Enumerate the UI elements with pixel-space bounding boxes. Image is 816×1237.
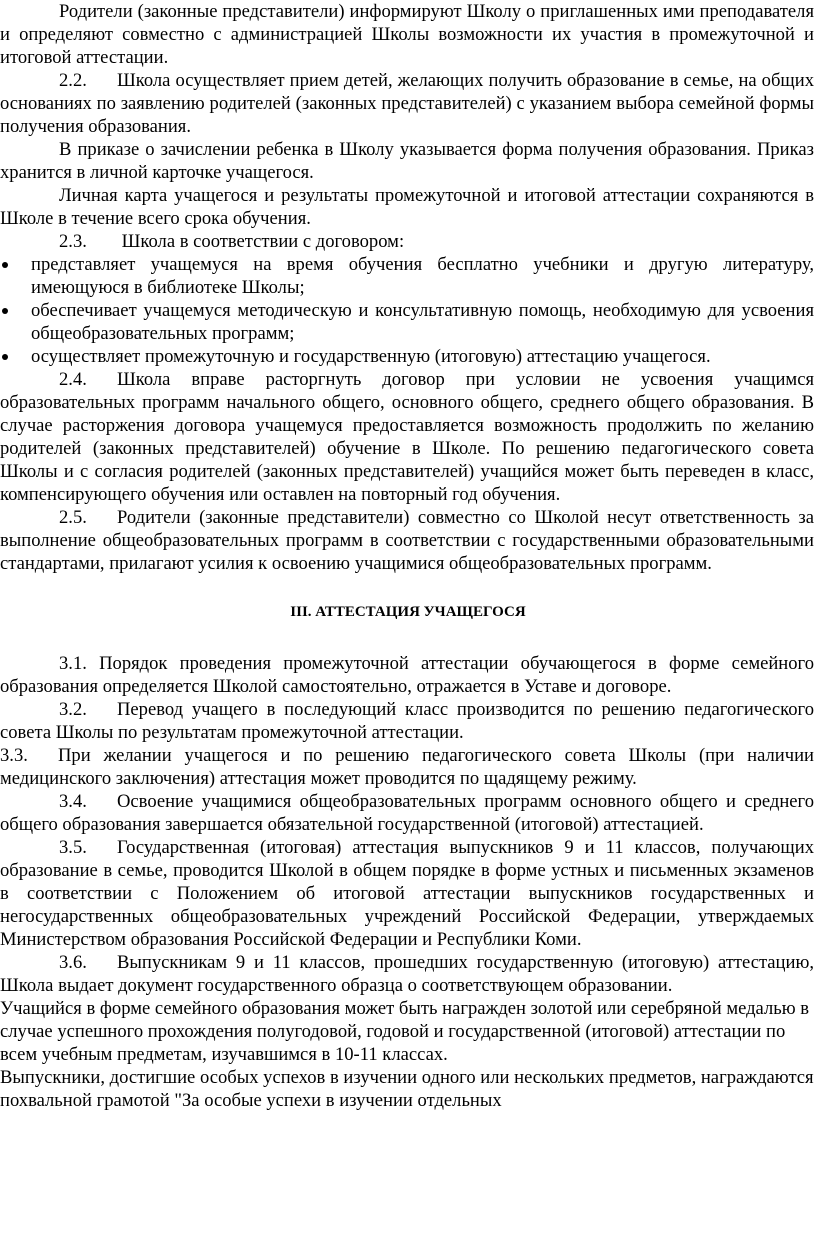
paragraph-3-4 — [0, 790, 814, 836]
list-item — [0, 345, 814, 368]
clause-text: Государственная (итоговая) аттестация выпускников 9 и 11 классов, получающих образование в семье, проводится Школой в общем порядке в форме устных и письменных экзаменов в соответствии с Положением об итоговой аттестации выпускников государственных и негосударственных общеобразовательных учреждений Российской Федерации, утверждаемых Министерством образования Российской Федерации и Республики Коми. — [0, 837, 814, 950]
paragraph-2-3 — [0, 230, 814, 253]
section-heading: III. АТТЕСТАЦИЯ УЧАЩЕГОСЯ — [290, 604, 526, 620]
bullet-icon — [2, 262, 8, 268]
paragraph-order: В приказе о зачислении ребенка в Школу указывается форма получения образования. Приказ хранится в личной карточке учащегося. — [0, 139, 814, 183]
clause-text: Школа осуществляет прием детей, желающих получить образование в семье, на общих основаниях по заявлению родителей (законных представителей) с указанием выбора семейной формы получения образования. — [0, 70, 814, 137]
clause-number: 3.2. — [59, 699, 87, 720]
paragraph-3-6 — [0, 951, 814, 997]
clause-text: Выпускникам 9 и 11 классов, прошедших государственную (итоговую) аттестацию, Школа выдает документ государственного образца о соответствующем образовании. — [0, 952, 814, 996]
list-item-text: обеспечивает учащемуся методическую и консультативную помощь, необходимую для усвоения общеобразовательных программ; — [31, 300, 814, 344]
clause-number: 2.5. — [59, 507, 87, 528]
clause-number: 2.4. — [59, 369, 87, 390]
paragraph-3-2 — [0, 698, 814, 744]
clause-text: Школа в соответствии с договором: — [117, 231, 405, 252]
clause-number: 3.5. — [59, 837, 87, 858]
paragraph-medal: Учащийся в форме семейного образования может быть награжден золотой или серебряной медалью в случае успешного прохождения полугодовой, годовой и государственной (итоговой) аттестации по всем учебным предметам, изучавшимся в 10-11 классах. — [0, 998, 810, 1065]
clause-text: Освоение учащимися общеобразовательных программ основного общего и среднего общего образования завершается обязательной государственной (итоговой) аттестацией. — [0, 791, 814, 835]
list-item — [0, 253, 814, 299]
clause-number: 3.3. — [0, 745, 28, 766]
paragraph-2-4 — [0, 368, 814, 506]
clause-text: Школа вправе расторгнуть договор при условии не усвоения учащимся образовательных программ начального общего, основного общего, среднего общего образования. В случае расторжения договора учащемуся предоставляется возможность продолжить по желанию родителей (законных представителей) обучение в Школе. По решению педагогического совета Школы и с согласия родителей (законных представителей) учащийся может быть переведен в класс, компенсирующего обучения или оставлен на повторный год обучения. — [0, 369, 814, 505]
paragraph-award: Выпускники, достигшие особых успехов в изучении одного или нескольких предметов, награждаются похвальной грамотой "За особые успехи в изучении отдельных — [0, 1067, 814, 1111]
bullet-icon — [2, 354, 8, 360]
paragraph-3-5 — [0, 836, 814, 951]
clause-number: 3.6. — [59, 952, 87, 973]
clause-number: 3.4. — [59, 791, 87, 812]
list-item-text: осуществляет промежуточную и государственную (итоговую) аттестацию учащегося. — [31, 346, 711, 367]
paragraph-parents-inform: Родители (законные представители) информируют Школу о приглашенных ими преподавателя и определяют совместно с администрацией Школы возможности их участия в промежуточной и итоговой аттестации. — [0, 1, 814, 68]
paragraph-2-2 — [0, 69, 814, 138]
clause-number: 2.2. — [59, 70, 87, 91]
bullet-icon — [2, 308, 8, 314]
paragraph-2-5 — [0, 506, 814, 575]
clause-number: 2.3. — [59, 231, 87, 252]
clause-text: Родители (законные представители) совместно со Школой несут ответственность за выполнение общеобразовательных программ в соответствии с государственными образовательными стандартами, прилагают усилия к освоению учащимися общеобразовательных программ. — [0, 507, 814, 574]
clause-text: При желании учащегося и по решению педагогического совета Школы (при наличии медицинского заключения) аттестация может проводится по щадящему режиму. — [0, 745, 814, 789]
contract-obligations-list — [0, 253, 816, 368]
list-item — [0, 299, 814, 345]
paragraph-3-1: 3.1. Порядок проведения промежуточной аттестации обучающегося в форме семейного образования определяется Школой самостоятельно, отражается в Уставе и договоре. — [0, 653, 814, 697]
list-item-text: представляет учащемуся на время обучения бесплатно учебники и другую литературу, имеющуюся в библиотеке Школы; — [31, 254, 814, 298]
paragraph-personal-card: Личная карта учащегося и результаты промежуточной и итоговой аттестации сохраняются в Школе в течение всего срока обучения. — [0, 185, 814, 229]
clause-text: Перевод учащего в последующий класс производится по решению педагогического совета Школы по результатам промежуточной аттестации. — [0, 699, 814, 743]
paragraph-3-3 — [0, 744, 814, 790]
